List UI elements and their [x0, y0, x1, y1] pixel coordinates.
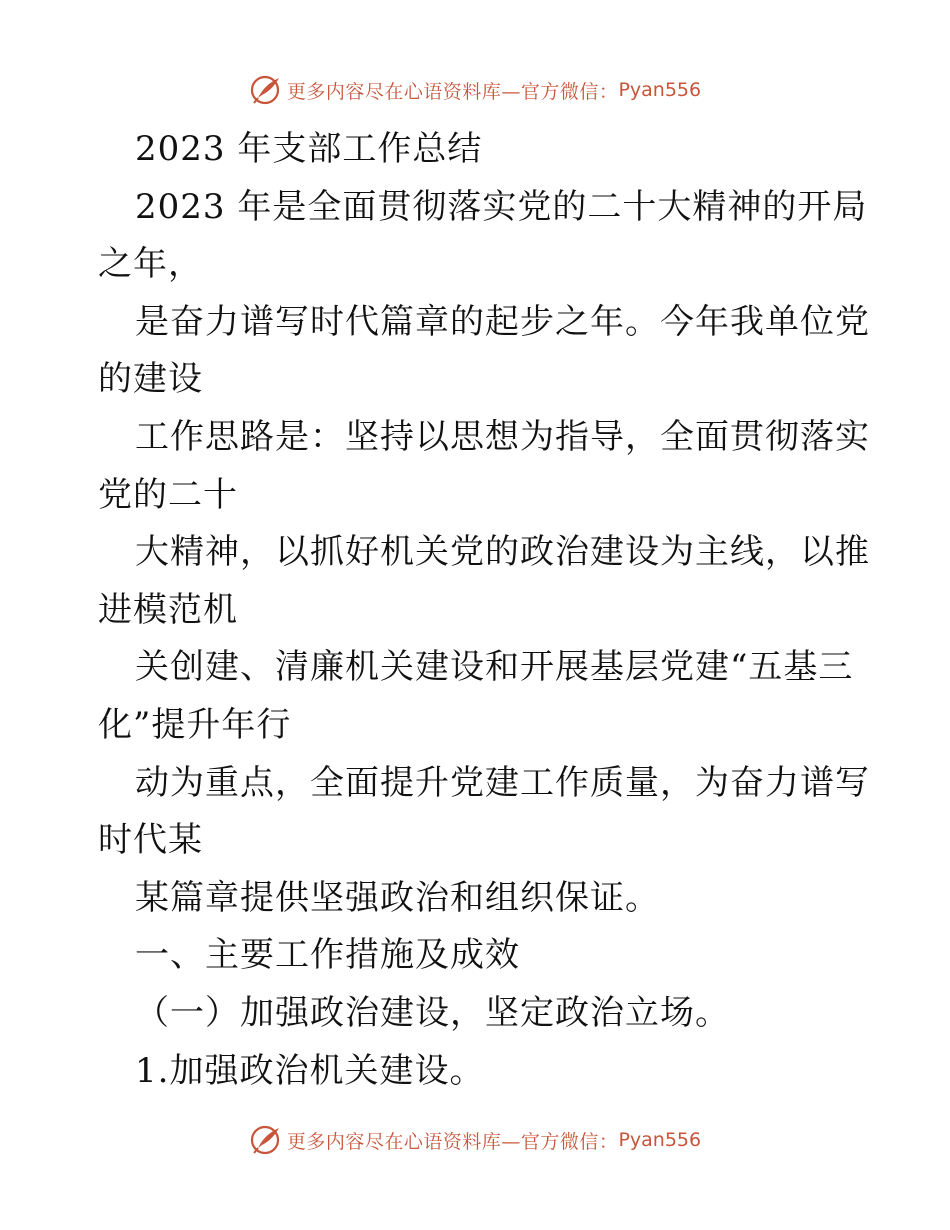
paragraph-line: 进模范机 — [98, 589, 238, 630]
banner-text: 更多内容尽在心语资料库— — [286, 80, 521, 103]
paragraph-line: 化”提升年行 — [98, 704, 292, 745]
paragraph-line: 的建设 — [98, 359, 203, 400]
banner-text: 更多内容尽在心语资料库— — [286, 1130, 521, 1153]
section-heading: 一、主要工作措施及成效 — [135, 935, 520, 976]
banner-contact-label: 官方微信： — [520, 80, 619, 103]
paragraph-line: 工作思路是：坚持以思想为指导，全面贯彻落实 — [135, 416, 870, 457]
feather-pen-logo-icon — [249, 73, 283, 107]
feather-pen-logo-icon — [249, 1123, 283, 1157]
footer-banner — [0, 1120, 950, 1160]
banner-contact-id: Pyan556 — [618, 79, 702, 101]
paragraph-line: 是奋力谱写时代篇章的起步之年。今年我单位党 — [135, 301, 870, 342]
paragraph-line: 时代某 — [98, 820, 203, 861]
paragraph-line: 2023 年是全面贯彻落实党的二十大精神的开局 — [135, 186, 868, 227]
paragraph-line: 动为重点，全面提升党建工作质量，为奋力谱写 — [135, 762, 870, 803]
paragraph-line: 关创建、清廉机关建设和开展基层党建“五基三 — [135, 647, 854, 688]
subsection-heading: （一）加强政治建设，坚定政治立场。 — [135, 992, 730, 1033]
document-body — [98, 121, 870, 1100]
banner-contact-label: 官方微信： — [520, 1130, 619, 1153]
paragraph-line: 党的二十 — [98, 474, 238, 515]
paragraph-line: 某篇章提供坚强政治和组织保证。 — [135, 877, 660, 918]
header-banner — [0, 70, 950, 110]
banner-contact-id: Pyan556 — [618, 1129, 702, 1151]
numbered-item: 1.加强政治机关建设。 — [135, 1050, 485, 1091]
paragraph-line: 之年， — [98, 244, 203, 285]
document-title: 2023 年支部工作总结 — [135, 129, 483, 169]
paragraph-line: 大精神，以抓好机关党的政治建设为主线，以推 — [135, 532, 870, 573]
